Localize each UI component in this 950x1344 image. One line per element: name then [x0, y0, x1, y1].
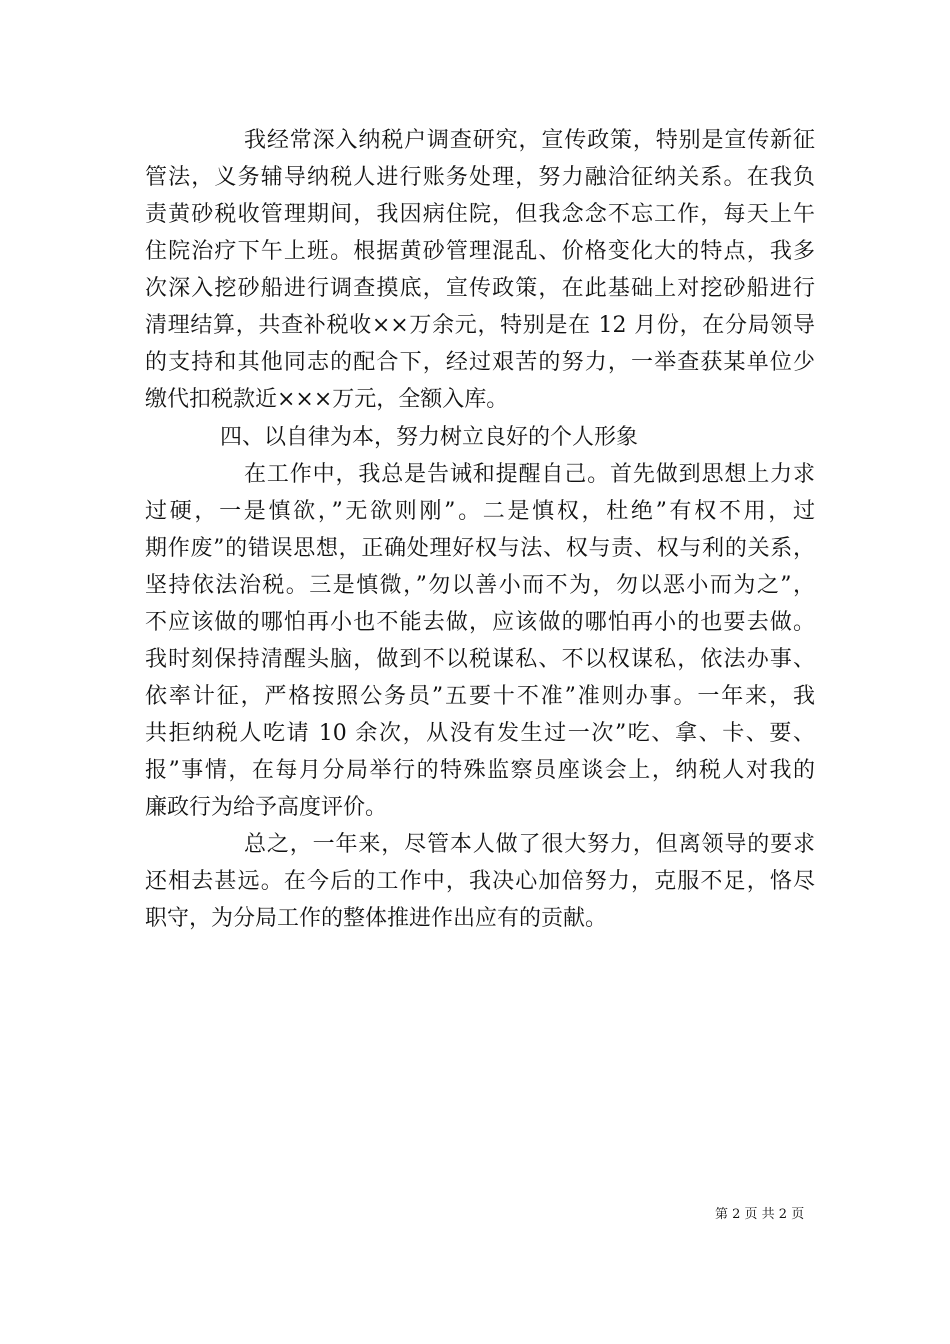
paragraph-line: 廉政行为给予高度评价。 — [145, 795, 388, 820]
paragraph-line: 不应该做的哪怕再小也不能去做，应该做的哪怕再小的也要去做。 — [145, 610, 815, 635]
paragraph-line: 清理结算，共查补税收××万余元，特别是在 12 月份，在分局领导 — [145, 313, 815, 338]
paragraph-line: 报”事情，在每月分局举行的特殊监察员座谈会上，纳税人对我的 — [145, 758, 815, 783]
paragraph-line: 共拒纳税人吃请 10 余次，从没有发生过一次”吃、拿、卡、要、 — [145, 721, 815, 746]
paragraph-line: 缴代扣税款近×××万元，全额入库。 — [145, 387, 509, 412]
paragraph-line: 的支持和其他同志的配合下，经过艰苦的努力，一举查获某单位少 — [145, 350, 815, 375]
page-number-footer: 第 2 页 共 2 页 — [715, 1207, 805, 1222]
paragraph-line: 依率计征，严格按照公务员”五要十不准”准则办事。一年来，我 — [145, 684, 815, 709]
paragraph-line: 我经常深入纳税户调查研究，宣传政策，特别是宣传新征 — [244, 128, 815, 153]
paragraph-line: 在工作中，我总是告诫和提醒自己。首先做到思想上力求 — [244, 462, 815, 487]
section-heading: 四、以自律为本，努力树立良好的个人形象 — [220, 425, 639, 450]
paragraph-line: 总之，一年来，尽管本人做了很大努力，但离领导的要求 — [244, 832, 815, 857]
paragraph-line: 坚持依法治税。三是慎微，”勿以善小而不为，勿以恶小而为之”， — [145, 573, 815, 598]
paragraph-line: 职守，为分局工作的整体推进作出应有的贡献。 — [145, 906, 608, 931]
paragraph-line: 责黄砂税收管理期间，我因病住院，但我念念不忘工作，每天上午 — [145, 202, 815, 227]
paragraph-line: 住院治疗下午上班。根据黄砂管理混乱、价格变化大的特点，我多 — [145, 239, 815, 264]
paragraph-line: 还相去甚远。在今后的工作中，我决心加倍努力，克服不足，恪尽 — [145, 869, 815, 894]
paragraph-line: 我时刻保持清醒头脑，做到不以税谋私、不以权谋私，依法办事、 — [145, 647, 815, 672]
paragraph-line: 次深入挖砂船进行调查摸底，宣传政策，在此基础上对挖砂船进行 — [145, 276, 815, 301]
paragraph-line: 过硬，一是慎欲，”无欲则刚”。二是慎权，杜绝”有权不用，过 — [145, 499, 815, 524]
paragraph-line: 管法，义务辅导纳税人进行账务处理，努力融洽征纳关系。在我负 — [145, 165, 815, 190]
paragraph-line: 期作废”的错误思想，正确处理好权与法、权与责、权与利的关系， — [145, 536, 815, 561]
